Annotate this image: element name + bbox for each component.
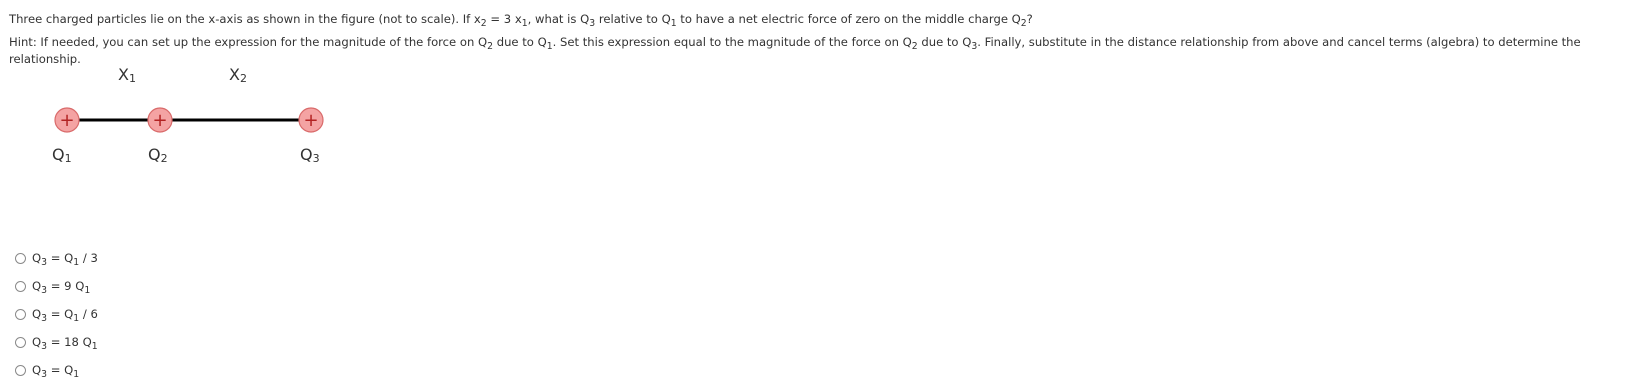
subscript: 3 [589,17,596,29]
question-segment: = 3 x [486,12,522,26]
question-segment: relative to Q [595,12,671,26]
charge-q2 [148,108,172,132]
subscript: 2 [480,17,487,29]
subscript: 1 [546,40,553,52]
distance-label-x2: X2 [229,65,247,85]
subscript: 3 [971,40,978,52]
question-text [9,11,1645,28]
question-segment: to have a net electric force of zero on the middle charge Q [676,12,1021,26]
answer-label: $Q_3 = Q_1 / 3$ [32,251,98,268]
subscript: 1 [670,17,677,29]
radio-button[interactable] [15,309,26,320]
plus-sign-icon: + [152,110,168,131]
radio-button[interactable] [15,365,26,376]
answer-option-3[interactable] [15,300,415,328]
answer-option-1[interactable] [15,244,415,272]
answer-label: $Q_3 = 18$ $Q_1$ [32,335,98,352]
subscript: 1 [521,17,528,29]
hint-segment: due to Q [917,35,972,49]
answer-option-4[interactable] [15,328,415,356]
charge-label-q1: Q1 [52,145,72,165]
hint-segment: . Set this expression equal to the magnitude of the force on Q [552,35,912,49]
subscript: 2 [487,40,494,52]
question-segment: ? [1026,12,1033,26]
plus-sign-icon: + [59,110,75,131]
question-segment: , what is Q [527,12,590,26]
hint-segment: . Finally, substitute in the distance relationship from above and cancel terms (algebra) to determine the relationship. [9,35,1581,66]
subscript: 2 [1020,17,1027,29]
charge-label-q3: Q3 [300,145,320,165]
answer-label: $Q_3 = Q_1$ [32,363,80,380]
charge-q1 [55,108,79,132]
hint-segment: due to Q [493,35,547,49]
distance-label-x1: X1 [118,65,136,85]
plus-sign-icon: + [303,110,319,131]
hint-segment: Hint: If needed, you can set up the expression for the magnitude of the force on Q [9,35,488,49]
charge-figure [40,60,370,180]
radio-button[interactable] [15,337,26,348]
radio-button[interactable] [15,253,26,264]
radio-button[interactable] [15,281,26,292]
answer-choices [15,244,415,384]
subscript: 2 [911,40,918,52]
answer-option-2[interactable] [15,272,415,300]
answer-option-5[interactable] [15,356,415,384]
charge-label-q2: Q2 [148,145,168,165]
question-segment: Three charged particles lie on the x-axis as shown in the figure (not to scale). If x [9,12,481,26]
charge-diagram [40,60,370,180]
charge-q3 [299,108,323,132]
answer-label: $Q_3 = 9$ $Q_1$ [32,279,91,296]
answer-label: $Q_3 = Q_1 / 6$ [32,307,98,324]
